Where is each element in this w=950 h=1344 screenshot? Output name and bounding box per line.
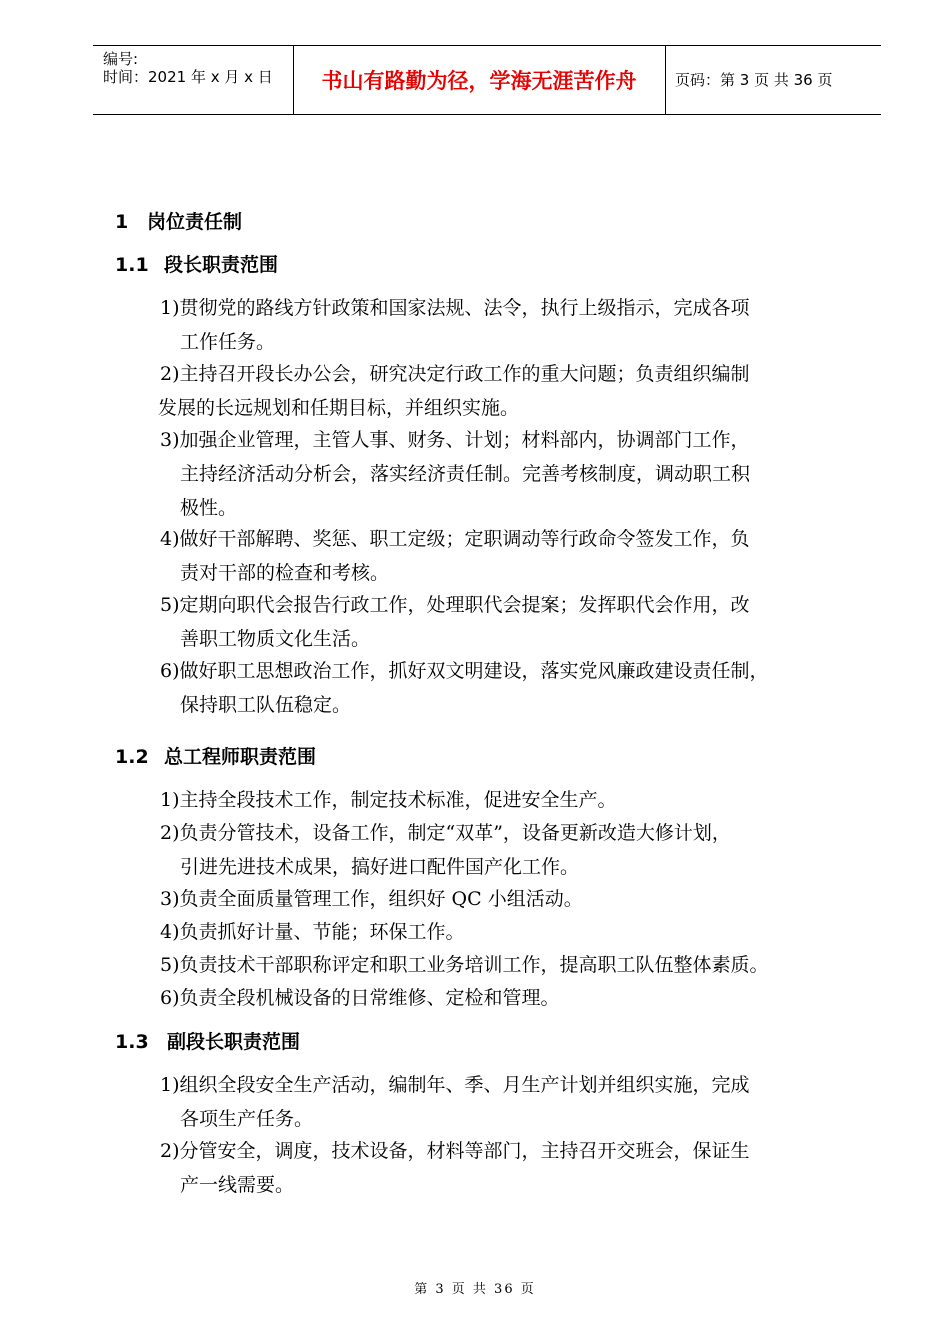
line: 4)负责抓好计量、节能；环保工作。	[160, 921, 465, 943]
list-item	[160, 816, 731, 884]
line: 6)做好职工思想政治工作，抓好双文明建设，落实党风廉政建设责任制，	[160, 660, 769, 682]
list-item	[160, 423, 750, 525]
header-motto: 书山有路勤为径，学海无涯苦作舟	[321, 69, 637, 93]
line: 工作任务。	[180, 331, 276, 353]
section-title: 岗位责任制	[147, 211, 243, 233]
line: 主持经济活动分析会，落实经济责任制。完善考核制度，调动职工积	[180, 463, 751, 485]
section-number: 1	[115, 211, 129, 233]
line: 1)主持全段技术工作，制定技术标准，促进安全生产。	[160, 789, 617, 811]
line: 2)负责分管技术，设备工作，制定“双革”，设备更新改造大修计划，	[160, 822, 731, 844]
section-number: 1.2	[115, 746, 149, 768]
line: 发展的长远规划和任期目标，并组织实施。	[158, 397, 520, 419]
line: 保持职工队伍稳定。	[180, 694, 352, 716]
list-item	[160, 783, 617, 817]
list-item	[160, 357, 750, 425]
section-title: 副段长职责范围	[167, 1031, 301, 1053]
list-item	[160, 654, 769, 722]
line: 引进先进技术成果，搞好进口配件国产化工作。	[180, 856, 580, 878]
line: 6)负责全段机械设备的日常维修、定检和管理。	[160, 987, 560, 1009]
line: 各项生产任务。	[180, 1108, 314, 1130]
line: 2)分管安全，调度，技术设备，材料等部门，主持召开交班会，保证生	[160, 1140, 750, 1162]
document-time-label: 时间：2021 年 x 月 x 日	[103, 68, 273, 86]
section-heading-1-1	[115, 253, 278, 277]
line: 1)组织全段安全生产活动，编制年、季、月生产计划并组织实施，完成	[160, 1074, 750, 1096]
section-heading-1-3	[115, 1030, 300, 1054]
list-item	[160, 291, 750, 359]
list-item	[160, 882, 583, 916]
list-item	[160, 1134, 750, 1202]
section-title: 段长职责范围	[164, 254, 279, 276]
list-item	[160, 981, 560, 1015]
line: 3)加强企业管理，主管人事、财务、计划；材料部内，协调部门工作，	[160, 429, 750, 451]
section-number: 1.3	[115, 1031, 149, 1053]
document-number-label: 编号:	[103, 50, 139, 68]
list-item	[160, 915, 465, 949]
line: 产一线需要。	[180, 1174, 295, 1196]
list-item	[160, 588, 750, 656]
line: 责对干部的检查和考核。	[180, 562, 390, 584]
header-page-info: 页码：第 3 页 共 36 页	[675, 71, 833, 89]
section-number: 1.1	[115, 254, 149, 276]
section-title: 总工程师职责范围	[164, 746, 317, 768]
line: 5)定期向职代会报告行政工作，处理职代会提案；发挥职代会作用，改	[160, 594, 750, 616]
list-item	[160, 522, 750, 590]
line: 3)负责全面质量管理工作，组织好 QC 小组活动。	[160, 888, 583, 910]
line: 4)做好干部解聘、奖惩、职工定级；定职调动等行政命令签发工作，负	[160, 528, 750, 550]
page-footer: 第 3 页 共 36 页	[414, 1282, 536, 1297]
section-heading-1-2	[115, 745, 316, 769]
list-item	[160, 1068, 750, 1136]
section-heading-1	[115, 210, 242, 234]
line: 极性。	[180, 497, 238, 519]
line: 善职工物质文化生活。	[180, 628, 371, 650]
list-item	[160, 948, 769, 982]
line: 1)贯彻党的路线方针政策和国家法规、法令，执行上级指示，完成各项	[160, 297, 750, 319]
line: 2)主持召开段长办公会，研究决定行政工作的重大问题；负责组织编制	[160, 363, 750, 385]
line: 5)负责技术干部职称评定和职工业务培训工作，提高职工队伍整体素质。	[160, 954, 769, 976]
